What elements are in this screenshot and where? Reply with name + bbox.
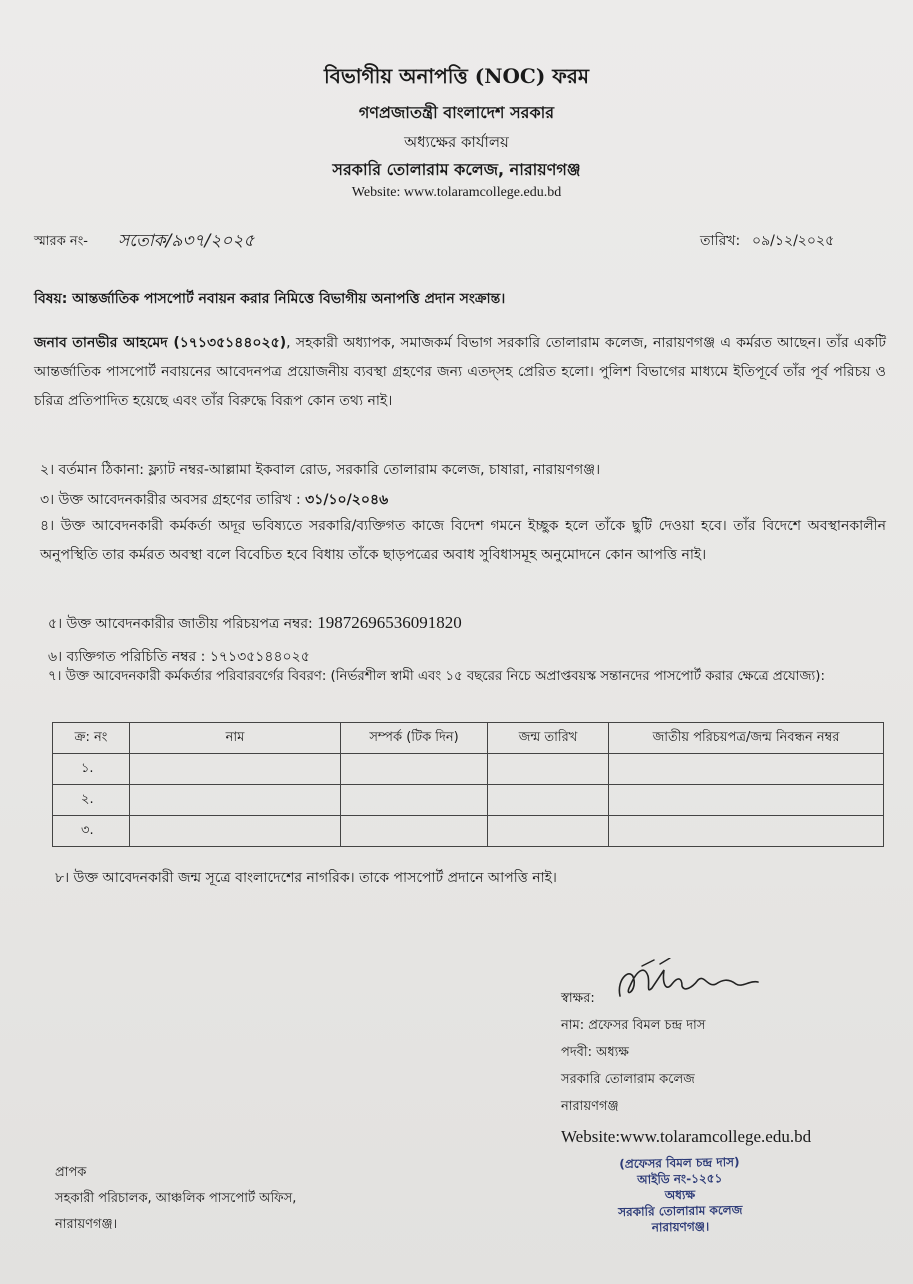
table-cell: [609, 754, 884, 785]
recipient-label: প্রাপক: [55, 1165, 87, 1180]
signature-website: Website:www.tolaramcollege.edu.bd: [561, 1127, 812, 1146]
table-cell: [609, 785, 884, 816]
table-cell-serial: ১.: [53, 754, 130, 785]
signatory-designation: পদবী: অধ্যক্ষ: [561, 1045, 629, 1060]
stamp-line-college: সরকারি তোলারাম কলেজ: [618, 1202, 743, 1220]
nid-label: ৫। উক্ত আবেদনকারীর জাতীয় পরিচয়পত্র নম্বর:: [48, 616, 313, 632]
col-relation: সম্পর্ক (টিক দিন): [341, 723, 488, 754]
date-label: তারিখ:: [700, 233, 741, 249]
recipient-block: [55, 1160, 296, 1238]
table-cell: [341, 754, 488, 785]
item-citizenship: ৮। উক্ত আবেদনকারী জন্ম সূত্রে বাংলাদেশের নাগরিক। তাকে পাসপোর্ট প্রদানে আপত্তি নাই।: [55, 870, 557, 886]
item-address: ২। বর্তমান ঠিকানা: ফ্ল্যাট নম্বর-আল্লামা ইকবাল রোড, সরকারি তোলারাম কলেজ, চাষারা, নারায়ণগঞ্জ।: [40, 462, 601, 478]
government-name: গণপ্রজাতন্ত্রী বাংলাদেশ সরকার: [358, 103, 555, 122]
college-name: সরকারি তোলারাম কলেজ, নারায়ণগঞ্জ: [332, 160, 581, 179]
stamp-line-designation: অধ্যক্ষ: [664, 1187, 696, 1203]
item-leave-paragraph: ৪। উক্ত আবেদনকারী কর্মকর্তা অদূর ভবিষ্যতে সরকারি/ব্যক্তিগত কাজে বিদেশ গমনে ইচ্ছুক হলে তাঁকে ছুটি দেওয়া হবে। তাঁর বিদেশে অবস্থানকালীন অনুপস্থিতি তার কর্মরত অবস্থা বলে বিবেচিত হবে বিধায় তাঁকে ছাড়পত্রের অবাধ সুবিধাসমূহ অনুমোদনে কোন আপত্তি নাই।: [40, 518, 886, 563]
table-cell: [488, 816, 609, 847]
memo-number: সতোক/৯৩৭/২০২৫: [118, 231, 255, 251]
signature-label: স্বাক্ষর:: [561, 991, 595, 1006]
personal-id-value: ১৭১৩৫১৪৪০২৫: [209, 649, 310, 665]
item-retirement: [40, 488, 388, 512]
table-row: [53, 785, 884, 816]
table-cell-serial: ৩.: [53, 816, 130, 847]
table-cell: [488, 754, 609, 785]
col-nid: জাতীয় পরিচয়পত্র/জন্ম নিবন্ধন নম্বর: [609, 723, 884, 754]
table-cell: [341, 785, 488, 816]
intro-paragraph: [34, 329, 886, 416]
col-dob: জন্ম তারিখ: [488, 723, 609, 754]
stamp-line-id: আইডি নং-১২৫১: [637, 1171, 723, 1187]
nid-value: 19872696536091820: [317, 613, 462, 632]
table-cell: [130, 816, 341, 847]
stamp-line-name: (প্রফেসর বিমল চন্দ্র দাস): [619, 1154, 740, 1172]
recipient-office: সহকারী পরিচালক, আঞ্চলিক পাসপোর্ট অফিস,: [55, 1191, 297, 1206]
table-cell: [130, 754, 341, 785]
retirement-label: ৩। উক্ত আবেদনকারীর অবসর গ্রহণের তারিখ :: [40, 492, 301, 508]
table-header-row: [53, 723, 884, 754]
table-cell-serial: ২.: [53, 785, 130, 816]
form-title: বিভাগীয় অনাপত্তি (NOC) ফরম: [324, 64, 589, 88]
col-serial: ক্র: নং: [53, 723, 130, 754]
signatory-college: সরকারি তোলারাম কলেজ: [561, 1072, 695, 1087]
table-cell: [130, 785, 341, 816]
signature-block: [561, 985, 891, 1154]
table-row: [53, 816, 884, 847]
office-name: অধ্যক্ষের কার্যালয়: [404, 133, 509, 151]
signatory-name: নাম: প্রফেসর বিমল চন্দ্র দাস: [561, 1018, 706, 1033]
memo-label: স্মারক নং-: [34, 234, 88, 249]
item-family: ৭। উক্ত আবেদনকারী কর্মকর্তার পরিবারবর্গের বিবরণ: (নির্ভরশীল স্বামী এবং ১৫ বছরের নিচে অপ্রাপ্তবয়স্ক সন্তানদের পাসপোর্ট করার ক্ষেত্রে প্রযোজ্য):: [48, 669, 825, 684]
applicant-name: জনাব তানভীর আহমেদ (১৭১৩৫১৪৪০২৫): [34, 335, 287, 351]
item-nid: [48, 612, 462, 636]
family-table: [52, 722, 884, 847]
intro-text: , সহকারী অধ্যাপক, সমাজকর্ম বিভাগ সরকারি তোলারাম কলেজ, নারায়ণগঞ্জ এ কর্মরত আছেন। তাঁর একটি আন্তর্জাতিক পাসপোর্ট নবায়নের আবেদনপত্র প্রয়োজনীয় ব্যবস্থা গ্রহণের জন্য এতদ্সহ প্রেরিত হলো। পুলিশ বিভাগের মাধ্যমে ইতিপূর্বে তাঁর পূর্ব পরিচয় ও চরিত্র প্রতিপাদিত হয়েছে এবং তাঁর বিরুদ্ধে বিরূপ কোন তথ্য নাই।: [34, 335, 887, 409]
header-website: Website: www.tolaramcollege.edu.bd: [351, 185, 562, 200]
date-value: ০৯/১২/২০২৫: [752, 233, 835, 249]
retirement-date: ৩১/১০/২০৪৬: [305, 492, 389, 508]
stamp-line-city: নারায়ণগঞ্জ।: [651, 1219, 710, 1235]
recipient-city: নারায়ণগঞ্জ।: [55, 1217, 118, 1232]
table-row: [53, 754, 884, 785]
table-cell: [341, 816, 488, 847]
table-cell: [488, 785, 609, 816]
table-cell: [609, 816, 884, 847]
official-stamp: [554, 1153, 805, 1237]
signatory-city: নারায়ণগঞ্জ: [561, 1099, 619, 1114]
col-name: নাম: [130, 723, 341, 754]
personal-id-label: ৬। ব্যক্তিগত পরিচিতি নম্বর :: [48, 649, 206, 665]
subject-line: বিষয়: আন্তর্জাতিক পাসপোর্ট নবায়ন করার নিমিত্তে বিভাগীয় অনাপত্তি প্রদান সংক্রান্ত।: [34, 291, 506, 307]
